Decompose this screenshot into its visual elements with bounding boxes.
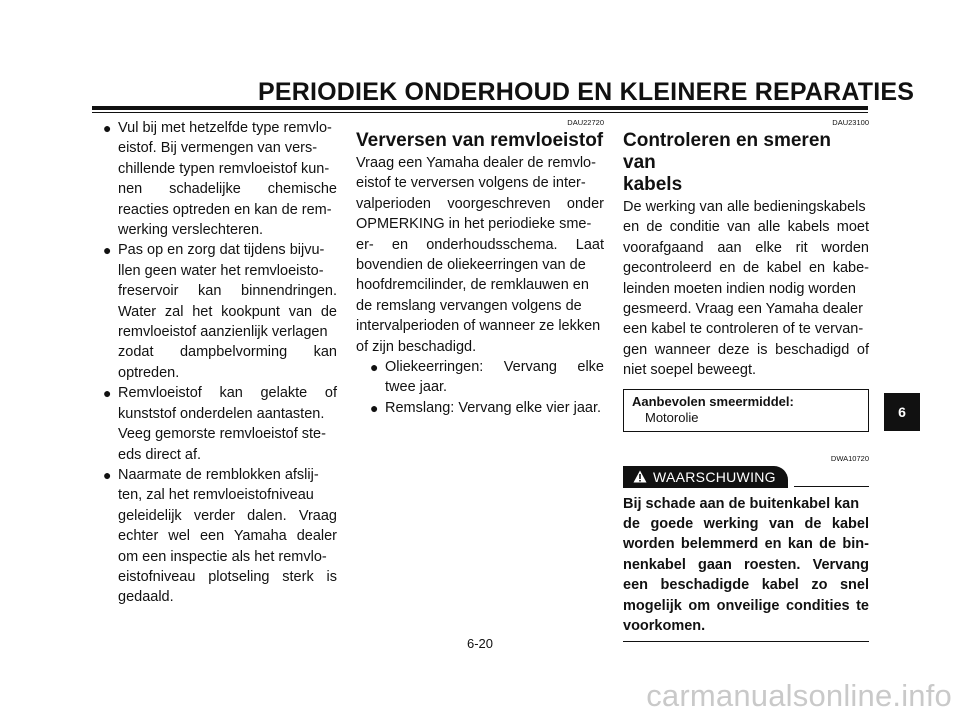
text-line: mogelijk om onveilige condities te xyxy=(623,597,869,614)
title-line: kabels xyxy=(623,174,683,195)
header-rule xyxy=(92,106,868,110)
bullet-icon: ● xyxy=(103,242,112,259)
bullet-text xyxy=(385,398,604,418)
text-line: ten, zal het remvloeistofniveau xyxy=(118,487,314,504)
header-rule-thin xyxy=(92,112,868,113)
list-item xyxy=(103,465,337,608)
text-line: gesmeerd. Vraag een Yamaha dealer xyxy=(623,301,863,318)
text-line: optreden. xyxy=(118,364,180,381)
warning-triangle-icon xyxy=(633,470,647,483)
text-line: twee jaar. xyxy=(385,379,448,396)
text-line: worden belemmerd en kan de bin- xyxy=(623,536,869,553)
text-line: Vraag een Yamaha dealer de remvlo- xyxy=(356,155,596,171)
text-line: werking verslechteren. xyxy=(118,222,264,239)
text-line: eistofniveau plotseling sterk is xyxy=(118,568,337,585)
bullet-icon: ● xyxy=(103,120,112,136)
text-line: Pas op en zorg dat tijdens bijvu- xyxy=(118,242,325,259)
text-line: Naarmate de remblokken afslij- xyxy=(118,466,319,483)
text-line: Water zal het kookpunt van de xyxy=(118,303,337,320)
text-line: of zijn beschadigd. xyxy=(356,338,477,355)
page-number: 6-20 xyxy=(466,636,494,651)
list-item xyxy=(103,118,337,240)
list-item xyxy=(370,398,604,418)
section-title: Verversen van remvloeistof xyxy=(356,130,604,151)
left-column xyxy=(103,118,337,608)
right-column xyxy=(623,118,869,642)
text-line: bovendien de oliekeerringen van de xyxy=(356,257,586,274)
text-line: gecontroleerd en de kabel en kabe- xyxy=(623,260,869,277)
text-line: De werking van alle bedieningskabels xyxy=(623,199,866,215)
text-line: hoofdremcilinder, de remklauwen en xyxy=(356,277,589,294)
text-line: nenkabel gaan roesten. Vervang xyxy=(623,556,869,573)
text-line: om een inspectie als het remvlo- xyxy=(118,548,327,565)
text-line: Oliekeerringen: Vervang elke xyxy=(385,359,604,376)
text-line: er- en onderhoudsschema. Laat xyxy=(356,236,604,253)
section-title xyxy=(623,130,869,196)
warning-header xyxy=(623,466,869,488)
reference-code: DAU22720 xyxy=(567,118,604,127)
box-title: Aanbevolen smeermiddel: xyxy=(632,393,794,409)
warning-rule xyxy=(794,486,869,487)
bullet-icon: ● xyxy=(370,399,379,416)
text-line: gen wanneer deze is beschadigd of xyxy=(623,341,869,358)
paragraph xyxy=(356,153,604,357)
text-line: intervalperioden of wanneer ze lekken xyxy=(356,318,601,335)
text-line: en de conditie van alle kabels moet xyxy=(623,219,869,236)
text-line: de remslang vervangen volgens de xyxy=(356,297,582,314)
bullet-text xyxy=(118,465,337,608)
bullet-text xyxy=(385,357,604,398)
text-line: de goede werking van de kabel xyxy=(623,516,869,533)
text-line: valperioden voorgeschreven onder xyxy=(356,195,604,212)
text-line: Vul bij met hetzelfde type remvlo- xyxy=(118,120,332,136)
list-item xyxy=(103,240,337,383)
text-line: freservoir kan binnendringen. xyxy=(118,283,337,300)
text-line: zodat dampbelvorming kan xyxy=(118,344,337,361)
text-line: OPMERKING in het periodieke sme- xyxy=(356,216,592,233)
warning-label: WAARSCHUWING xyxy=(653,468,776,485)
bullet-icon: ● xyxy=(103,466,112,483)
text-line: nen schadelijke chemische xyxy=(118,181,337,198)
box-value: Motorolie xyxy=(645,409,699,425)
bullet-icon: ● xyxy=(103,385,112,402)
text-line: voorafgaand aan elke rit worden xyxy=(623,239,869,256)
warning-badge xyxy=(623,466,788,488)
text-line: niet soepel beweegt. xyxy=(623,362,757,379)
text-line: voorkomen. xyxy=(623,618,706,635)
text-line: eistof te verversen volgens de inter- xyxy=(356,175,586,192)
watermark: carmanualsonline.info xyxy=(646,678,952,713)
text-line: Remslang: Vervang elke vier jaar. xyxy=(385,399,601,416)
bullet-text xyxy=(118,383,337,465)
bullet-text xyxy=(118,118,337,240)
text-line: Bij schade aan de buitenkabel kan xyxy=(623,495,860,512)
lubricant-box xyxy=(623,389,869,432)
bullet-text xyxy=(118,240,337,383)
text-line: eds direct af. xyxy=(118,446,202,463)
text-line: gedaald. xyxy=(118,589,174,606)
middle-column xyxy=(356,118,604,418)
text-line: Remvloeistof kan gelakte of xyxy=(118,385,337,402)
text-line: eistof. Bij vermengen van vers- xyxy=(118,140,318,157)
warning-section xyxy=(623,454,869,642)
text-line: een kabel te controleren of te vervan- xyxy=(623,321,864,338)
text-line: Veeg gemorste remvloeistof ste- xyxy=(118,426,326,443)
paragraph xyxy=(623,197,869,381)
text-line: llen geen water het remvloeisto- xyxy=(118,262,324,279)
text-line: leinden moeten indien nodig worden xyxy=(623,280,856,297)
text-line: echter wel een Yamaha dealer xyxy=(118,528,337,545)
title-line: Controleren en smeren van xyxy=(623,130,831,173)
text-line: kunststof onderdelen aantasten. xyxy=(118,405,325,422)
page-title: PERIODIEK ONDERHOUD EN KLEINERE REPARATIES xyxy=(258,78,915,106)
text-line: geleidelijk verder dalen. Vraag xyxy=(118,507,337,524)
list-item xyxy=(103,383,337,465)
list-item xyxy=(370,357,604,398)
text-line: reacties optreden en kan de rem- xyxy=(118,201,332,218)
chapter-tab: 6 xyxy=(884,393,920,431)
text-line: chillende typen remvloeistof kun- xyxy=(118,160,330,177)
warning-text xyxy=(623,494,869,642)
text-line: remvloeistof aanzienlijk verlagen xyxy=(118,324,328,341)
bullet-icon: ● xyxy=(370,359,379,376)
text-line: een beschadigde kabel zo snel xyxy=(623,577,869,594)
reference-code: DAU23100 xyxy=(832,118,869,127)
reference-code: DWA10720 xyxy=(830,453,869,463)
